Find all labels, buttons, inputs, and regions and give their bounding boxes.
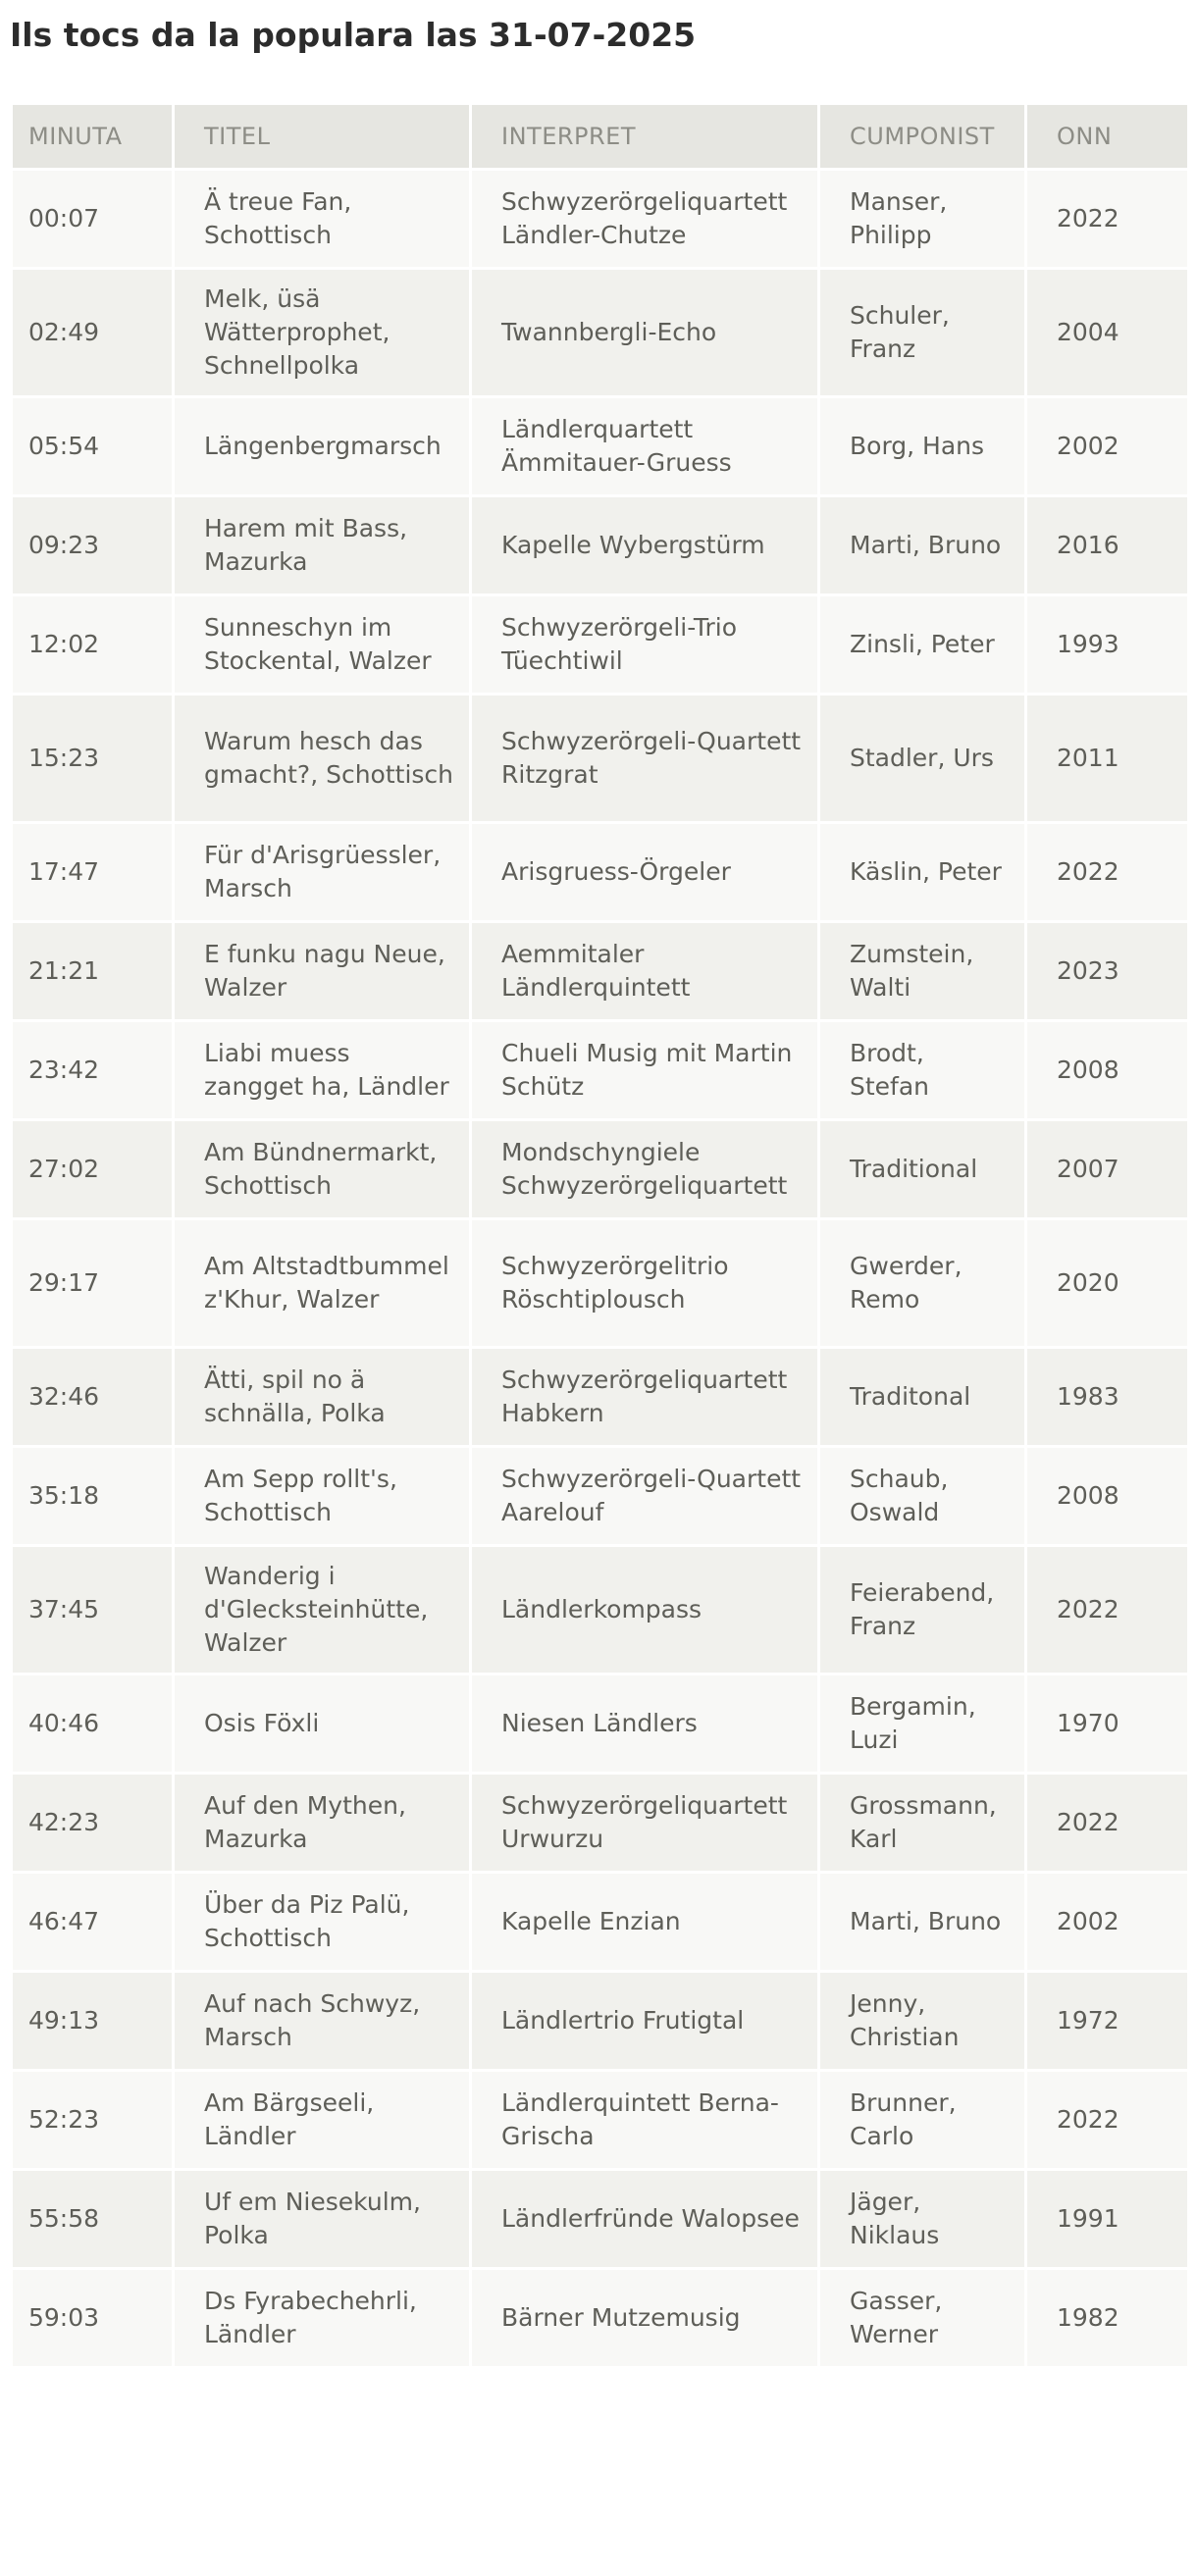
cell-interpret: Schwyzerörgeli-Quartett Aarelouf <box>472 1448 817 1544</box>
cell-minute: 02:49 <box>13 270 172 395</box>
header-composer: CUMPONIST <box>820 105 1024 168</box>
cell-title: Am Altstadtbummel z'Khur, Walzer <box>175 1220 469 1346</box>
cell-interpret: Mondschyngiele Schwyzerörgeliquartett <box>472 1121 817 1217</box>
cell-year: 1972 <box>1027 1973 1187 2069</box>
cell-title: Für d'Arisgrüessler, Marsch <box>175 824 469 920</box>
cell-interpret: Arisgruess-Örgeler <box>472 824 817 920</box>
table-row <box>13 824 1187 920</box>
cell-interpret: Bärner Mutzemusig <box>472 2270 817 2366</box>
cell-year: 2008 <box>1027 1448 1187 1544</box>
table-row <box>13 1022 1187 1118</box>
table-row <box>13 1349 1187 1445</box>
cell-title: Wanderig i d'Glecksteinhütte, Walzer <box>175 1547 469 1673</box>
cell-minute: 23:42 <box>13 1022 172 1118</box>
cell-composer: Stadler, Urs <box>820 696 1024 821</box>
cell-minute: 49:13 <box>13 1973 172 2069</box>
table-row <box>13 923 1187 1019</box>
cell-year: 2023 <box>1027 923 1187 1019</box>
cell-title: Liabi muess zangget ha, Ländler <box>175 1022 469 1118</box>
cell-composer: Brodt, Stefan <box>820 1022 1024 1118</box>
cell-year: 2022 <box>1027 1547 1187 1673</box>
cell-title: Am Bärgseeli, Ländler <box>175 2072 469 2168</box>
table-row <box>13 171 1187 267</box>
cell-minute: 42:23 <box>13 1775 172 1871</box>
cell-minute: 15:23 <box>13 696 172 821</box>
cell-interpret: Chueli Musig mit Martin Schütz <box>472 1022 817 1118</box>
table-row <box>13 1121 1187 1217</box>
cell-minute: 55:58 <box>13 2171 172 2267</box>
cell-year: 2007 <box>1027 1121 1187 1217</box>
header-year: ONN <box>1027 105 1187 168</box>
cell-year: 2016 <box>1027 497 1187 593</box>
table-row <box>13 1675 1187 1772</box>
cell-interpret: Schwyzerörgelitrio Röschtiplousch <box>472 1220 817 1346</box>
cell-year: 2022 <box>1027 2072 1187 2168</box>
cell-year: 1993 <box>1027 596 1187 693</box>
cell-interpret: Kapelle Wybergstürm <box>472 497 817 593</box>
cell-title: Über da Piz Palü, Schottisch <box>175 1874 469 1970</box>
cell-interpret: Schwyzerörgeli-Quartett Ritzgrat <box>472 696 817 821</box>
cell-composer: Traditional <box>820 1121 1024 1217</box>
cell-year: 2002 <box>1027 398 1187 494</box>
cell-interpret: Schwyzerörgeliquartett Urwurzu <box>472 1775 817 1871</box>
cell-composer: Feierabend, Franz <box>820 1547 1024 1673</box>
table-row <box>13 596 1187 693</box>
cell-interpret: Ländlertrio Frutigtal <box>472 1973 817 2069</box>
cell-title: Warum hesch das gmacht?, Schottisch <box>175 696 469 821</box>
cell-composer: Zumstein, Walti <box>820 923 1024 1019</box>
cell-minute: 37:45 <box>13 1547 172 1673</box>
cell-year: 1970 <box>1027 1675 1187 1772</box>
cell-title: Längenbergmarsch <box>175 398 469 494</box>
cell-composer: Jäger, Niklaus <box>820 2171 1024 2267</box>
cell-interpret: Kapelle Enzian <box>472 1874 817 1970</box>
table-row <box>13 1874 1187 1970</box>
cell-composer: Gasser, Werner <box>820 2270 1024 2366</box>
cell-interpret: Ländlerquintett Berna-Grischa <box>472 2072 817 2168</box>
table-row <box>13 270 1187 395</box>
cell-minute: 59:03 <box>13 2270 172 2366</box>
cell-composer: Zinsli, Peter <box>820 596 1024 693</box>
cell-year: 2011 <box>1027 696 1187 821</box>
cell-title: Am Sepp rollt's, Schottisch <box>175 1448 469 1544</box>
cell-minute: 29:17 <box>13 1220 172 1346</box>
cell-minute: 12:02 <box>13 596 172 693</box>
cell-composer: Marti, Bruno <box>820 1874 1024 1970</box>
cell-minute: 52:23 <box>13 2072 172 2168</box>
cell-interpret: Schwyzerörgeliquartett Ländler-Chutze <box>472 171 817 267</box>
cell-minute: 46:47 <box>13 1874 172 1970</box>
cell-year: 1982 <box>1027 2270 1187 2366</box>
cell-title: Uf em Niesekulm, Polka <box>175 2171 469 2267</box>
table-row <box>13 2072 1187 2168</box>
table-row <box>13 1547 1187 1673</box>
cell-minute: 40:46 <box>13 1675 172 1772</box>
cell-minute: 27:02 <box>13 1121 172 1217</box>
cell-year: 2022 <box>1027 171 1187 267</box>
cell-year: 2022 <box>1027 1775 1187 1871</box>
cell-composer: Brunner, Carlo <box>820 2072 1024 2168</box>
cell-minute: 17:47 <box>13 824 172 920</box>
cell-minute: 00:07 <box>13 171 172 267</box>
cell-title: Auf den Mythen, Mazurka <box>175 1775 469 1871</box>
cell-interpret: Schwyzerörgeli-Trio Tüechtiwil <box>472 596 817 693</box>
cell-title: Harem mit Bass, Mazurka <box>175 497 469 593</box>
cell-title: Ä treue Fan, Schottisch <box>175 171 469 267</box>
cell-title: Osis Föxli <box>175 1675 469 1772</box>
cell-composer: Bergamin, Luzi <box>820 1675 1024 1772</box>
cell-composer: Marti, Bruno <box>820 497 1024 593</box>
cell-interpret: Schwyzerörgeliquartett Habkern <box>472 1349 817 1445</box>
cell-composer: Schuler, Franz <box>820 270 1024 395</box>
table-row <box>13 1973 1187 2069</box>
header-interpret: INTERPRET <box>472 105 817 168</box>
cell-composer: Schaub, Oswald <box>820 1448 1024 1544</box>
cell-interpret: Ländlerquartett Ämmitauer-Gruess <box>472 398 817 494</box>
table-row <box>13 2270 1187 2366</box>
header-minute: MINUTA <box>13 105 172 168</box>
cell-year: 1983 <box>1027 1349 1187 1445</box>
cell-interpret: Ländlerfründe Walopsee <box>472 2171 817 2267</box>
cell-interpret: Ländlerkompass <box>472 1547 817 1673</box>
cell-title: Sunneschyn im Stockental, Walzer <box>175 596 469 693</box>
table-row <box>13 1220 1187 1346</box>
header-title: TITEL <box>175 105 469 168</box>
cell-composer: Jenny, Christian <box>820 1973 1024 2069</box>
cell-year: 2020 <box>1027 1220 1187 1346</box>
cell-year: 2022 <box>1027 824 1187 920</box>
table-header-row <box>13 105 1187 168</box>
cell-year: 1991 <box>1027 2171 1187 2267</box>
cell-title: Melk, üsä Wätterprophet, Schnellpolka <box>175 270 469 395</box>
cell-composer: Grossmann, Karl <box>820 1775 1024 1871</box>
table-row <box>13 398 1187 494</box>
cell-title: Ds Fyrabechehrli, Ländler <box>175 2270 469 2366</box>
cell-title: Auf nach Schwyz, Marsch <box>175 1973 469 2069</box>
cell-minute: 35:18 <box>13 1448 172 1544</box>
cell-year: 2002 <box>1027 1874 1187 1970</box>
cell-year: 2008 <box>1027 1022 1187 1118</box>
table-body <box>13 171 1187 2366</box>
table-row <box>13 696 1187 821</box>
cell-interpret: Aemmitaler Ländlerquintett <box>472 923 817 1019</box>
cell-minute: 32:46 <box>13 1349 172 1445</box>
cell-minute: 21:21 <box>13 923 172 1019</box>
cell-interpret: Twannbergli-Echo <box>472 270 817 395</box>
table-row <box>13 1448 1187 1544</box>
cell-title: Ätti, spil no ä schnälla, Polka <box>175 1349 469 1445</box>
cell-composer: Manser, Philipp <box>820 171 1024 267</box>
cell-year: 2004 <box>1027 270 1187 395</box>
cell-composer: Borg, Hans <box>820 398 1024 494</box>
cell-minute: 09:23 <box>13 497 172 593</box>
cell-title: E funku nagu Neue, Walzer <box>175 923 469 1019</box>
cell-composer: Gwerder, Remo <box>820 1220 1024 1346</box>
cell-title: Am Bündnermarkt, Schottisch <box>175 1121 469 1217</box>
cell-composer: Traditonal <box>820 1349 1024 1445</box>
table-row <box>13 2171 1187 2267</box>
table-row <box>13 1775 1187 1871</box>
page-title: Ils tocs da la populara las 31-07-2025 <box>10 16 697 54</box>
cell-composer: Käslin, Peter <box>820 824 1024 920</box>
playlist-table <box>10 102 1190 2369</box>
table-row <box>13 497 1187 593</box>
cell-minute: 05:54 <box>13 398 172 494</box>
cell-interpret: Niesen Ländlers <box>472 1675 817 1772</box>
